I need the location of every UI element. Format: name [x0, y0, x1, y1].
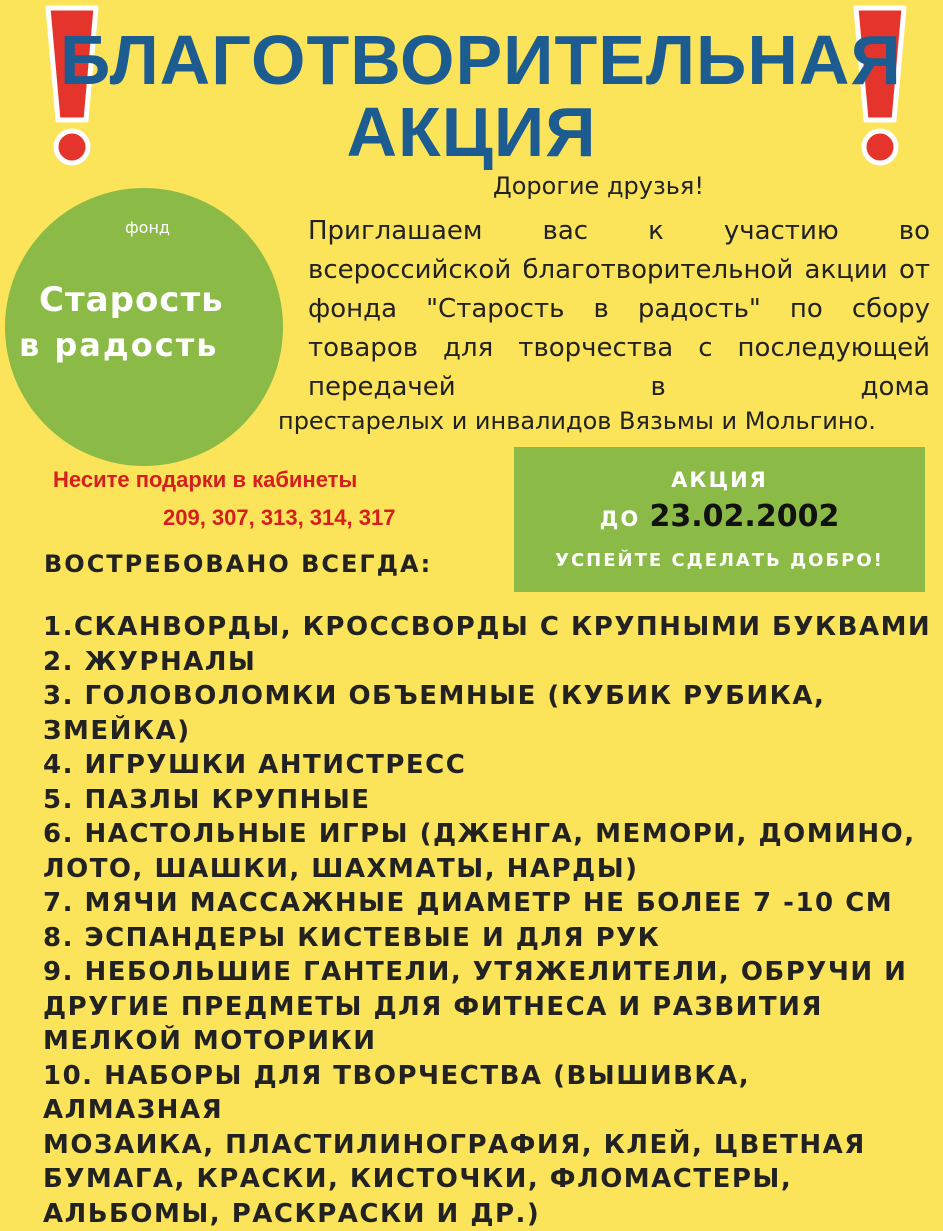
foundation-logo [5, 188, 283, 466]
greeting: Дорогие друзья! [493, 172, 704, 200]
room-numbers: 209, 307, 313, 314, 317 [163, 505, 395, 531]
demand-heading: ВОСТРЕБОВАНО ВСЕГДА: [44, 550, 432, 578]
intro-text-last-line: престарелых и инвалидов Вязьмы и Мольгино. [278, 407, 876, 435]
list-item: 9. НЕБОЛЬШИЕ ГАНТЕЛИ, УТЯЖЕЛИТЕЛИ, ОБРУЧИ И [43, 955, 933, 990]
list-item: МЕЛКОЙ МОТОРИКИ [43, 1024, 933, 1059]
promo-slogan: УСПЕЙТЕ СДЕЛАТЬ ДОБРО! [514, 550, 925, 571]
list-item: АЛЬБОМЫ, РАСКРАСКИ И ДР.) [43, 1197, 933, 1231]
list-item: 2. ЖУРНАЛЫ [43, 645, 933, 680]
list-item: 6. НАСТОЛЬНЫЕ ИГРЫ (ДЖЕНГА, МЕМОРИ, ДОМИНО, [43, 817, 933, 852]
logo-fond-label: фонд [125, 218, 170, 237]
page-title: БЛАГОТВОРИТЕЛЬНАЯ [60, 20, 883, 100]
list-item: 4. ИГРУШКИ АНТИСТРЕСС [43, 748, 933, 783]
bring-gifts-label: Несите подарки в кабинеты [53, 467, 357, 493]
list-item: БУМАГА, КРАСКИ, КИСТОЧКИ, ФЛОМАСТЕРЫ, [43, 1162, 933, 1197]
promo-title: АКЦИЯ [514, 468, 925, 492]
logo-name-line2: в радость [19, 326, 218, 364]
list-item: МОЗАИКА, ПЛАСТИЛИНОГРАФИЯ, КЛЕЙ, ЦВЕТНАЯ [43, 1128, 933, 1163]
list-item: ЗМЕЙКА) [43, 714, 933, 749]
promo-box [514, 447, 925, 592]
promo-deadline [514, 499, 925, 534]
items-list [43, 610, 933, 1231]
promo-until-label: ДО [600, 507, 641, 531]
logo-name-line1: Старость [39, 280, 224, 320]
list-item: 10. НАБОРЫ ДЛЯ ТВОРЧЕСТВА (ВЫШИВКА, АЛМАЗНАЯ [43, 1059, 933, 1128]
list-item: 1.СКАНВОРДЫ, КРОССВОРДЫ С КРУПНЫМИ БУКВАМИ [43, 610, 933, 645]
list-item: 3. ГОЛОВОЛОМКИ ОБЪЕМНЫЕ (КУБИК РУБИКА, [43, 679, 933, 714]
list-item: ДРУГИЕ ПРЕДМЕТЫ ДЛЯ ФИТНЕСА И РАЗВИТИЯ [43, 990, 933, 1025]
list-item: 5. ПАЗЛЫ КРУПНЫЕ [43, 783, 933, 818]
list-item: 8. ЭСПАНДЕРЫ КИСТЕВЫЕ И ДЛЯ РУК [43, 921, 933, 956]
page-title-second-line: АКЦИЯ [60, 92, 883, 172]
list-item: ЛОТО, ШАШКИ, ШАХМАТЫ, НАРДЫ) [43, 852, 933, 887]
promo-date: 23.02.2002 [650, 499, 840, 534]
intro-text: Приглашаем вас к участию во всероссийской благотворительной акции от фонда "Старость в радость" по сбору товаров для творчества с последующей передачей в дома [308, 212, 930, 407]
list-item: 7. МЯЧИ МАССАЖНЫЕ ДИАМЕТР НЕ БОЛЕЕ 7 -10 СМ [43, 886, 933, 921]
